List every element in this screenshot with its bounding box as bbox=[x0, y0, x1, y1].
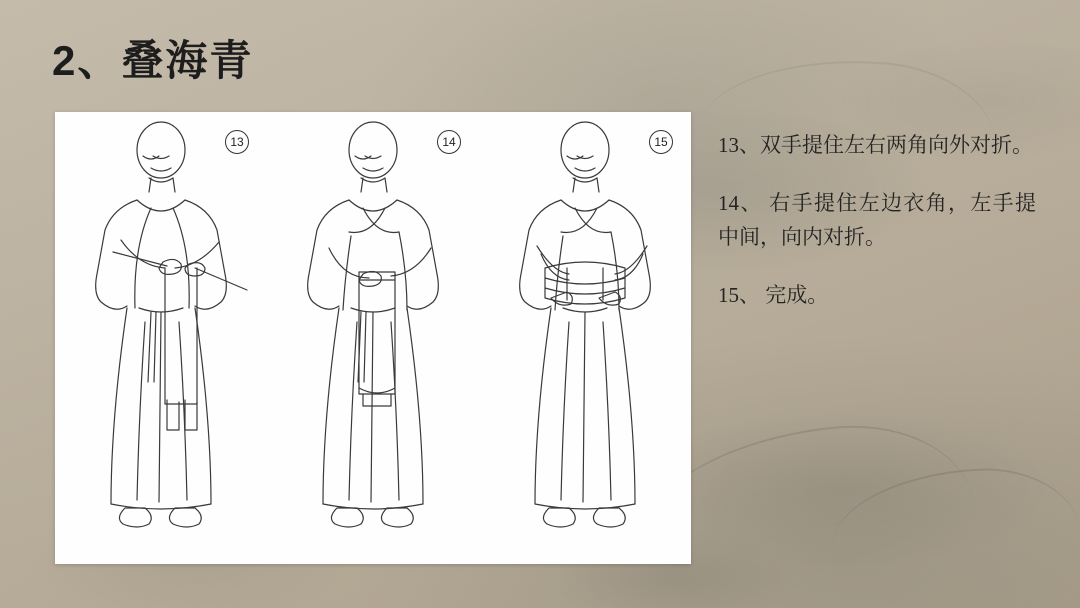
monk-figure-illustration-14 bbox=[267, 112, 479, 564]
figure-badge-14: 14 bbox=[437, 130, 461, 154]
illustration-panel bbox=[55, 112, 691, 564]
mountain-ridge-line-2 bbox=[828, 464, 1080, 549]
figure-badge-15: 15 bbox=[649, 130, 673, 154]
figure-step-14 bbox=[267, 112, 479, 564]
instruction-item-14: 14、 右手提住左边衣角，左手提中间，向内对折。 bbox=[718, 191, 1036, 250]
instructions-column bbox=[718, 128, 1036, 336]
instruction-item-13: 13、双手提住左右两角向外对折。 bbox=[718, 133, 1033, 157]
instruction-item-15: 15、 完成。 bbox=[718, 283, 829, 308]
monk-figure-illustration-13 bbox=[55, 112, 267, 564]
figure-step-15 bbox=[479, 112, 691, 564]
illustration-row bbox=[55, 112, 691, 564]
page-title: 2、叠海青 bbox=[52, 37, 254, 84]
figure-step-13 bbox=[55, 112, 267, 564]
figure-badge-13: 13 bbox=[225, 130, 249, 154]
monk-figure-illustration-15 bbox=[479, 112, 691, 564]
